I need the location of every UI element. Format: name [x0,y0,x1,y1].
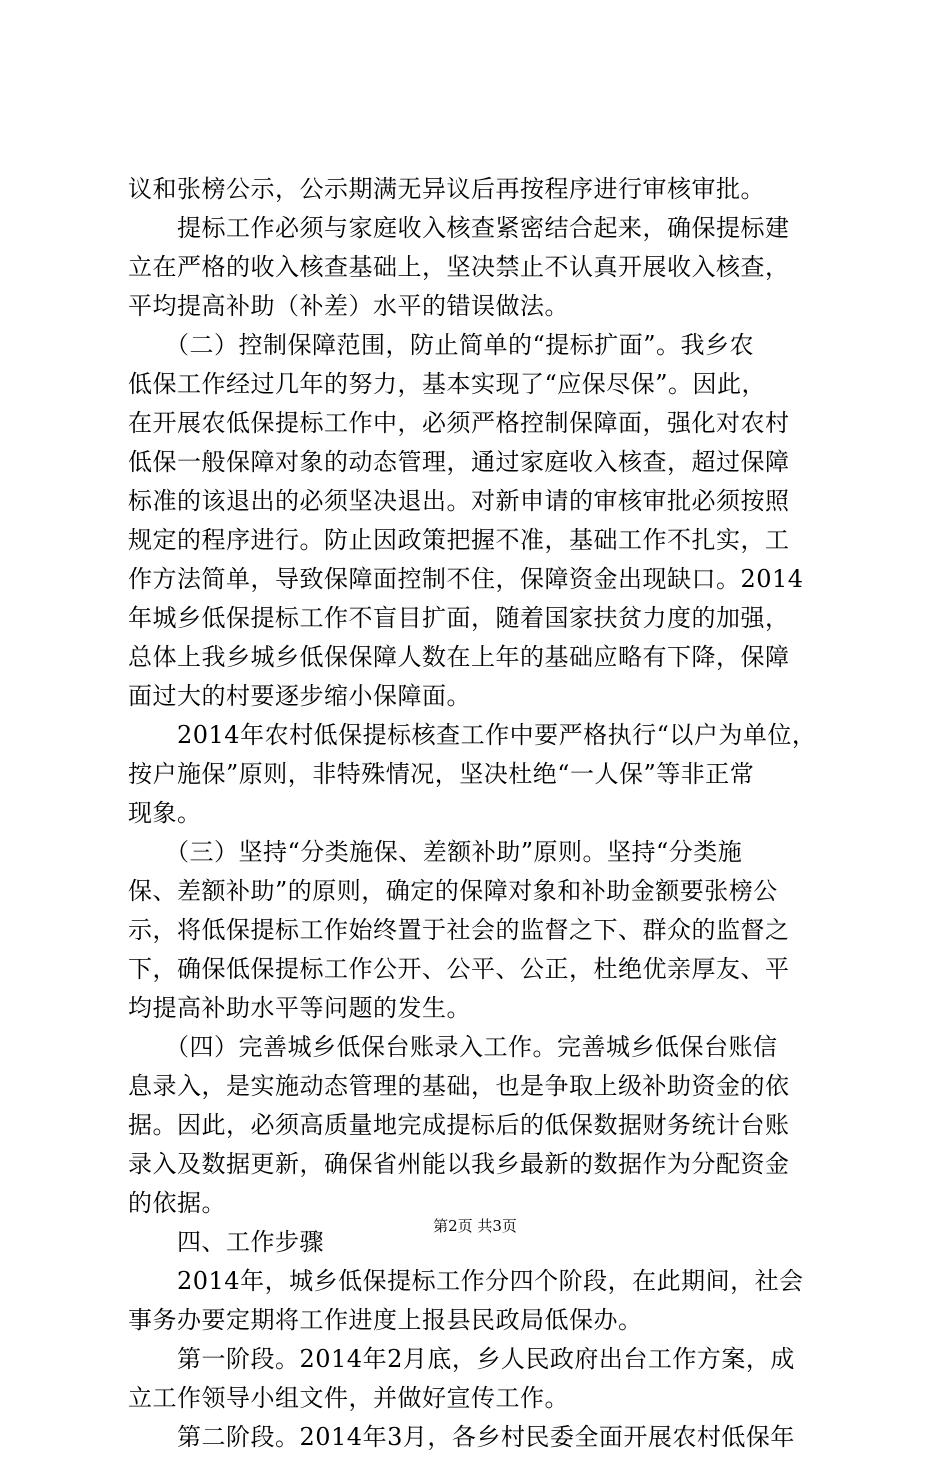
text-line: 平均提高补助（补差）水平的错误做法。 [128,292,569,320]
text-line: 规定的程序进行。防止因政策把握不准，基础工作不扎实，工 [128,526,790,554]
text-line: 立在严格的收入核查基础上，坚决禁止不认真开展收入核查， [128,253,790,281]
text-line: 在开展农低保提标工作中，必须严格控制保障面，强化对农村 [128,409,790,437]
text-line: 提标工作必须与家庭收入核查紧密结合起来，确保提标建 [128,214,790,242]
text-line: 示，将低保提标工作始终置于社会的监督之下、群众的监督之 [128,916,790,944]
page-number-footer: 第2页 共3页 [433,1217,517,1235]
text-line: 息录入，是实施动态管理的基础，也是争取上级补助资金的依 [128,1072,790,1100]
text-line: 保、差额补助”的原则，确定的保障对象和补助金额要张榜公 [128,877,778,905]
text-line: 现象。 [128,799,202,827]
text-line: 均提高补助水平等问题的发生。 [128,994,471,1022]
text-line: 四、工作步骤 [128,1228,324,1256]
text-line: （二）控制保障范围，防止简单的“提标扩面”。我乡农 [128,331,755,359]
text-line: 事务办要定期将工作进度上报县民政局低保办。 [128,1306,643,1334]
text-line: 第二阶段。2014年3月，各乡村民委全面开展农村低保年 [128,1423,795,1451]
text-line: 下，确保低保提标工作公开、公平、公正，杜绝优亲厚友、平 [128,955,790,983]
text-line: 按户施保”原则，非特殊情况，坚决杜绝“一人保”等非正常 [128,760,755,788]
text-line: 议和张榜公示，公示期满无异议后再按程序进行审核审批。 [128,175,765,203]
text-line: 据。因此，必须高质量地完成提标后的低保数据财务统计台账 [128,1111,790,1139]
document-body [128,170,838,1457]
text-line: 年城乡低保提标工作不盲目扩面，随着国家扶贫力度的加强， [128,604,790,632]
text-line: 低保工作经过几年的努力，基本实现了“应保尽保”。因此， [128,370,767,398]
text-line: 低保一般保障对象的动态管理，通过家庭收入核查，超过保障 [128,448,790,476]
text-line: 作方法简单，导致保障面控制不住，保障资金出现缺口。2014 [128,565,804,593]
text-line: 第一阶段。2014年2月底，乡人民政府出台工作方案，成 [128,1345,795,1373]
text-line: 标准的该退出的必须坚决退出。对新申请的审核审批必须按照 [128,487,790,515]
text-line: 的依据。 [128,1189,226,1217]
text-line: 2014年农村低保提标核查工作中要严格执行“以户为单位， [128,721,817,749]
text-line: 2014年，城乡低保提标工作分四个阶段，在此期间，社会 [128,1267,804,1295]
text-line: （三）坚持“分类施保、差额补助”原则。坚持“分类施 [128,838,743,866]
text-line: （四）完善城乡低保台账录入工作。完善城乡低保台账信 [128,1033,778,1061]
text-line: 录入及数据更新，确保省州能以我乡最新的数据作为分配资金 [128,1150,790,1178]
text-line: 面过大的村要逐步缩小保障面。 [128,682,471,710]
text-line: 立工作领导小组文件，并做好宣传工作。 [128,1384,569,1412]
text-line: 总体上我乡城乡低保保障人数在上年的基础应略有下降，保障 [128,643,790,671]
